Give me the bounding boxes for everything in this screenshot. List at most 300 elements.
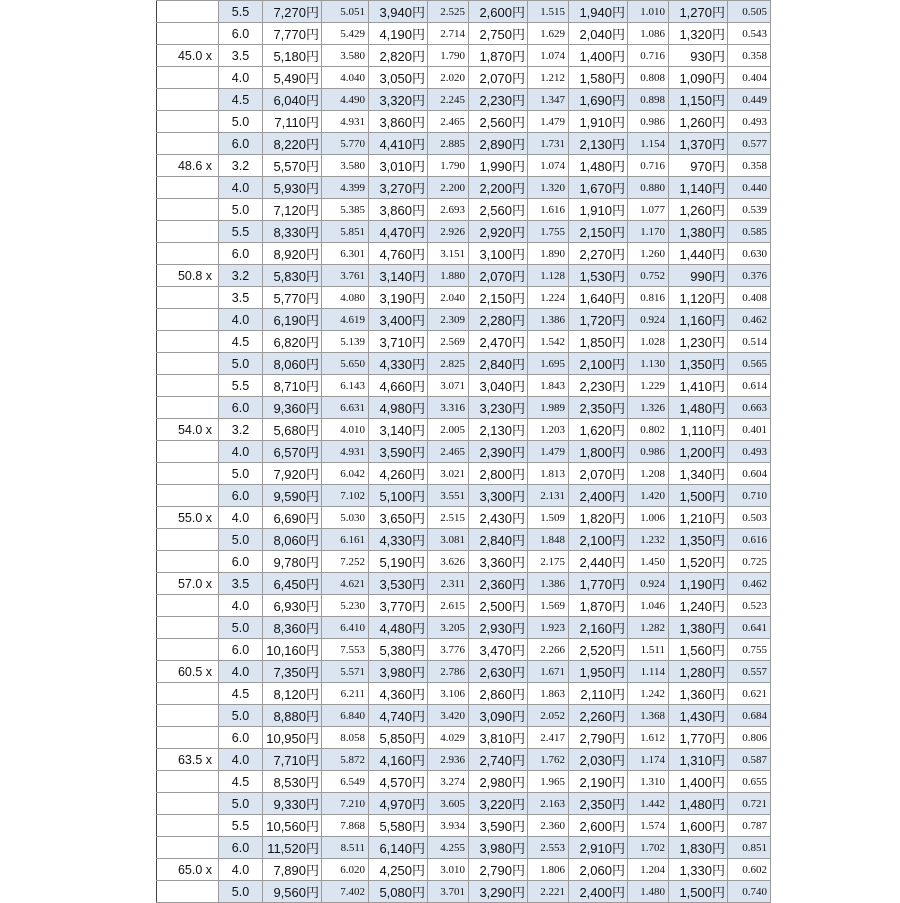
price-cell: 2,470円 (469, 331, 528, 353)
price-cell: 3,710円 (369, 331, 428, 353)
weight-cell: 3.021 (428, 463, 469, 485)
weight-cell: 0.924 (628, 573, 669, 595)
outer-diameter-cell (157, 375, 219, 397)
price-cell: 3,860円 (369, 199, 428, 221)
price-cell: 1,410円 (669, 375, 728, 397)
price-cell: 2,560円 (469, 199, 528, 221)
thickness-cell: 3.5 (219, 287, 263, 309)
outer-diameter-cell (157, 243, 219, 265)
outer-diameter-cell: 55.0 x (157, 507, 219, 529)
outer-diameter-cell (157, 683, 219, 705)
price-cell: 1,940円 (569, 1, 628, 23)
table-row (157, 243, 771, 265)
price-cell: 2,930円 (469, 617, 528, 639)
price-cell: 6,570円 (263, 441, 322, 463)
table-row (157, 859, 771, 881)
outer-diameter-cell (157, 221, 219, 243)
outer-diameter-cell (157, 111, 219, 133)
price-cell: 3,860円 (369, 111, 428, 133)
weight-cell: 7.553 (322, 639, 369, 661)
price-cell: 1,350円 (669, 353, 728, 375)
price-cell: 3,940円 (369, 1, 428, 23)
outer-diameter-cell: 65.0 x (157, 859, 219, 881)
table-row (157, 67, 771, 89)
price-cell: 4,470円 (369, 221, 428, 243)
outer-diameter-cell: 45.0 x (157, 45, 219, 67)
weight-cell: 2.786 (428, 661, 469, 683)
price-cell: 4,360円 (369, 683, 428, 705)
price-cell: 2,750円 (469, 23, 528, 45)
price-cell: 3,220円 (469, 793, 528, 815)
thickness-cell: 5.0 (219, 617, 263, 639)
weight-cell: 1.848 (528, 529, 569, 551)
weight-cell: 0.986 (628, 441, 669, 463)
weight-cell: 2.714 (428, 23, 469, 45)
weight-cell: 2.885 (428, 133, 469, 155)
weight-cell: 2.417 (528, 727, 569, 749)
price-cell: 4,190円 (369, 23, 428, 45)
price-cell: 6,690円 (263, 507, 322, 529)
price-cell: 1,240円 (669, 595, 728, 617)
weight-cell: 1.989 (528, 397, 569, 419)
price-cell: 2,070円 (469, 265, 528, 287)
weight-cell: 0.725 (728, 551, 771, 573)
table-row (157, 705, 771, 727)
price-cell: 2,840円 (469, 353, 528, 375)
weight-cell: 0.449 (728, 89, 771, 111)
weight-cell: 2.693 (428, 199, 469, 221)
table-row (157, 881, 771, 903)
weight-cell: 0.621 (728, 683, 771, 705)
weight-cell: 1.863 (528, 683, 569, 705)
weight-cell: 1.320 (528, 177, 569, 199)
thickness-cell: 5.5 (219, 1, 263, 23)
thickness-cell: 5.5 (219, 375, 263, 397)
price-cell: 2,440円 (569, 551, 628, 573)
price-cell: 1,670円 (569, 177, 628, 199)
outer-diameter-cell (157, 309, 219, 331)
price-cell: 2,070円 (569, 463, 628, 485)
weight-cell: 5.650 (322, 353, 369, 375)
price-cell: 1,430円 (669, 705, 728, 727)
weight-cell: 5.851 (322, 221, 369, 243)
thickness-cell: 6.0 (219, 639, 263, 661)
weight-cell: 0.604 (728, 463, 771, 485)
weight-cell: 1.046 (628, 595, 669, 617)
weight-cell: 0.816 (628, 287, 669, 309)
price-cell: 1,990円 (469, 155, 528, 177)
weight-cell: 0.716 (628, 155, 669, 177)
price-cell: 2,600円 (469, 1, 528, 23)
weight-cell: 5.030 (322, 507, 369, 529)
price-cell: 2,200円 (469, 177, 528, 199)
weight-cell: 3.071 (428, 375, 469, 397)
weight-cell: 5.429 (322, 23, 369, 45)
weight-cell: 2.163 (528, 793, 569, 815)
weight-cell: 1.813 (528, 463, 569, 485)
price-cell: 1,140円 (669, 177, 728, 199)
thickness-cell: 4.0 (219, 595, 263, 617)
weight-cell: 0.408 (728, 287, 771, 309)
price-cell: 2,790円 (469, 859, 528, 881)
weight-cell: 0.523 (728, 595, 771, 617)
thickness-cell: 6.0 (219, 837, 263, 859)
table-row (157, 287, 771, 309)
table-row (157, 837, 771, 859)
weight-cell: 0.493 (728, 111, 771, 133)
price-cell: 1,380円 (669, 221, 728, 243)
price-cell: 1,770円 (569, 573, 628, 595)
weight-cell: 0.376 (728, 265, 771, 287)
weight-cell: 0.539 (728, 199, 771, 221)
weight-cell: 1.310 (628, 771, 669, 793)
table-row (157, 309, 771, 331)
outer-diameter-cell (157, 705, 219, 727)
price-cell: 1,480円 (669, 793, 728, 815)
price-cell: 1,280円 (669, 661, 728, 683)
weight-cell: 1.203 (528, 419, 569, 441)
thickness-cell: 5.5 (219, 815, 263, 837)
outer-diameter-cell (157, 837, 219, 859)
price-cell: 2,070円 (469, 67, 528, 89)
weight-cell: 3.151 (428, 243, 469, 265)
price-cell: 5,850円 (369, 727, 428, 749)
weight-cell: 5.770 (322, 133, 369, 155)
price-cell: 1,910円 (569, 111, 628, 133)
price-cell: 1,200円 (669, 441, 728, 463)
price-cell: 2,110円 (569, 683, 628, 705)
weight-cell: 3.605 (428, 793, 469, 815)
price-cell: 5,100円 (369, 485, 428, 507)
table-row (157, 265, 771, 287)
weight-cell: 1.965 (528, 771, 569, 793)
weight-cell: 6.161 (322, 529, 369, 551)
price-cell: 6,820円 (263, 331, 322, 353)
outer-diameter-cell (157, 815, 219, 837)
weight-cell: 0.462 (728, 309, 771, 331)
table-row (157, 793, 771, 815)
price-cell: 8,710円 (263, 375, 322, 397)
price-cell: 2,920円 (469, 221, 528, 243)
price-cell: 5,580円 (369, 815, 428, 837)
outer-diameter-cell: 50.8 x (157, 265, 219, 287)
price-cell: 7,120円 (263, 199, 322, 221)
price-cell: 1,870円 (569, 595, 628, 617)
weight-cell: 0.806 (728, 727, 771, 749)
weight-cell: 3.580 (322, 45, 369, 67)
price-cell: 10,160円 (263, 639, 322, 661)
weight-cell: 7.868 (322, 815, 369, 837)
weight-cell: 1.077 (628, 199, 669, 221)
table-row (157, 727, 771, 749)
outer-diameter-cell (157, 199, 219, 221)
weight-cell: 0.663 (728, 397, 771, 419)
weight-cell: 0.565 (728, 353, 771, 375)
weight-cell: 2.221 (528, 881, 569, 903)
weight-cell: 0.641 (728, 617, 771, 639)
weight-cell: 2.465 (428, 441, 469, 463)
price-cell: 3,040円 (469, 375, 528, 397)
price-cell: 6,450円 (263, 573, 322, 595)
weight-cell: 4.621 (322, 573, 369, 595)
weight-cell: 4.490 (322, 89, 369, 111)
weight-cell: 0.585 (728, 221, 771, 243)
weight-cell: 1.806 (528, 859, 569, 881)
weight-cell: 0.802 (628, 419, 669, 441)
price-cell: 7,770円 (263, 23, 322, 45)
price-cell: 6,190円 (263, 309, 322, 331)
weight-cell: 0.721 (728, 793, 771, 815)
weight-cell: 2.020 (428, 67, 469, 89)
price-cell: 2,230円 (469, 89, 528, 111)
weight-cell: 1.509 (528, 507, 569, 529)
table-row (157, 639, 771, 661)
price-cell: 4,570円 (369, 771, 428, 793)
price-cell: 7,890円 (263, 859, 322, 881)
weight-cell: 0.740 (728, 881, 771, 903)
price-cell: 1,500円 (669, 485, 728, 507)
weight-cell: 4.080 (322, 287, 369, 309)
price-cell: 8,220円 (263, 133, 322, 155)
price-cell: 2,390円 (469, 441, 528, 463)
price-cell: 6,140円 (369, 837, 428, 859)
weight-cell: 2.515 (428, 507, 469, 529)
price-cell: 8,120円 (263, 683, 322, 705)
price-cell: 2,360円 (469, 573, 528, 595)
thickness-cell: 4.0 (219, 309, 263, 331)
outer-diameter-cell (157, 331, 219, 353)
price-cell: 1,370円 (669, 133, 728, 155)
price-cell: 6,040円 (263, 89, 322, 111)
table-row (157, 749, 771, 771)
weight-cell: 6.840 (322, 705, 369, 727)
table-row (157, 133, 771, 155)
weight-cell: 1.386 (528, 309, 569, 331)
weight-cell: 5.139 (322, 331, 369, 353)
table-row (157, 23, 771, 45)
price-cell: 1,520円 (669, 551, 728, 573)
weight-cell: 0.358 (728, 45, 771, 67)
weight-cell: 2.615 (428, 595, 469, 617)
thickness-cell: 4.5 (219, 89, 263, 111)
weight-cell: 5.385 (322, 199, 369, 221)
weight-cell: 1.282 (628, 617, 669, 639)
price-cell: 2,740円 (469, 749, 528, 771)
price-cell: 2,600円 (569, 815, 628, 837)
weight-cell: 8.511 (322, 837, 369, 859)
weight-cell: 1.515 (528, 1, 569, 23)
weight-cell: 1.702 (628, 837, 669, 859)
weight-cell: 0.898 (628, 89, 669, 111)
weight-cell: 1.170 (628, 221, 669, 243)
weight-cell: 1.790 (428, 155, 469, 177)
table-row (157, 661, 771, 683)
price-cell: 4,330円 (369, 529, 428, 551)
price-cell: 1,830円 (669, 837, 728, 859)
outer-diameter-cell (157, 287, 219, 309)
weight-cell: 3.776 (428, 639, 469, 661)
weight-cell: 0.880 (628, 177, 669, 199)
price-cell: 8,880円 (263, 705, 322, 727)
weight-cell: 3.010 (428, 859, 469, 881)
price-cell: 1,110円 (669, 419, 728, 441)
thickness-cell: 6.0 (219, 23, 263, 45)
weight-cell: 1.755 (528, 221, 569, 243)
price-cell: 3,470円 (469, 639, 528, 661)
price-cell: 2,430円 (469, 507, 528, 529)
price-cell: 3,590円 (469, 815, 528, 837)
weight-cell: 1.010 (628, 1, 669, 23)
outer-diameter-cell (157, 595, 219, 617)
weight-cell: 0.684 (728, 705, 771, 727)
price-cell: 9,780円 (263, 551, 322, 573)
table-row (157, 155, 771, 177)
price-cell: 8,330円 (263, 221, 322, 243)
weight-cell: 3.316 (428, 397, 469, 419)
price-cell: 9,360円 (263, 397, 322, 419)
outer-diameter-cell (157, 133, 219, 155)
weight-cell: 1.208 (628, 463, 669, 485)
table-row (157, 507, 771, 529)
weight-cell: 5.872 (322, 749, 369, 771)
price-cell: 2,350円 (569, 793, 628, 815)
outer-diameter-cell (157, 463, 219, 485)
price-cell: 7,270円 (263, 1, 322, 23)
weight-cell: 0.614 (728, 375, 771, 397)
price-cell: 3,530円 (369, 573, 428, 595)
weight-cell: 2.266 (528, 639, 569, 661)
weight-cell: 6.042 (322, 463, 369, 485)
weight-cell: 3.701 (428, 881, 469, 903)
thickness-cell: 5.5 (219, 221, 263, 243)
price-cell: 2,980円 (469, 771, 528, 793)
price-cell: 2,400円 (569, 485, 628, 507)
weight-cell: 1.695 (528, 353, 569, 375)
weight-cell: 4.931 (322, 111, 369, 133)
table-row (157, 529, 771, 551)
weight-cell: 0.493 (728, 441, 771, 463)
outer-diameter-cell (157, 529, 219, 551)
price-cell: 2,150円 (469, 287, 528, 309)
price-cell: 4,740円 (369, 705, 428, 727)
weight-cell: 7.210 (322, 793, 369, 815)
table-row (157, 375, 771, 397)
thickness-cell: 4.5 (219, 771, 263, 793)
price-cell: 8,920円 (263, 243, 322, 265)
weight-cell: 0.851 (728, 837, 771, 859)
weight-cell: 1.574 (628, 815, 669, 837)
price-cell: 2,270円 (569, 243, 628, 265)
price-cell: 1,360円 (669, 683, 728, 705)
price-cell: 2,280円 (469, 309, 528, 331)
price-cell: 2,100円 (569, 353, 628, 375)
weight-cell: 0.587 (728, 749, 771, 771)
outer-diameter-cell: 63.5 x (157, 749, 219, 771)
price-cell: 3,360円 (469, 551, 528, 573)
thickness-cell: 5.0 (219, 529, 263, 551)
thickness-cell: 5.0 (219, 793, 263, 815)
price-cell: 4,660円 (369, 375, 428, 397)
outer-diameter-cell (157, 727, 219, 749)
weight-cell: 1.420 (628, 485, 669, 507)
weight-cell: 5.051 (322, 1, 369, 23)
thickness-cell: 4.5 (219, 683, 263, 705)
price-cell: 2,910円 (569, 837, 628, 859)
weight-cell: 0.787 (728, 815, 771, 837)
price-cell: 3,290円 (469, 881, 528, 903)
price-cell: 3,590円 (369, 441, 428, 463)
price-cell: 2,100円 (569, 529, 628, 551)
price-cell: 2,060円 (569, 859, 628, 881)
price-cell: 1,770円 (669, 727, 728, 749)
weight-cell: 3.761 (322, 265, 369, 287)
weight-cell: 0.404 (728, 67, 771, 89)
price-cell: 1,580円 (569, 67, 628, 89)
weight-cell: 0.924 (628, 309, 669, 331)
thickness-cell: 5.0 (219, 199, 263, 221)
price-cell: 2,560円 (469, 111, 528, 133)
thickness-cell: 3.2 (219, 419, 263, 441)
outer-diameter-cell (157, 67, 219, 89)
table-row (157, 397, 771, 419)
price-cell: 2,130円 (469, 419, 528, 441)
price-cell: 1,320円 (669, 23, 728, 45)
thickness-cell: 3.2 (219, 265, 263, 287)
price-cell: 2,790円 (569, 727, 628, 749)
price-cell: 4,970円 (369, 793, 428, 815)
table-row (157, 463, 771, 485)
weight-cell: 1.880 (428, 265, 469, 287)
thickness-cell: 4.0 (219, 177, 263, 199)
weight-cell: 7.402 (322, 881, 369, 903)
weight-cell: 3.420 (428, 705, 469, 727)
table-row (157, 815, 771, 837)
price-cell: 3,140円 (369, 419, 428, 441)
price-cell: 930円 (669, 45, 728, 67)
weight-cell: 0.716 (628, 45, 669, 67)
weight-cell: 0.543 (728, 23, 771, 45)
weight-cell: 1.154 (628, 133, 669, 155)
weight-cell: 0.986 (628, 111, 669, 133)
price-cell: 10,560円 (263, 815, 322, 837)
price-cell: 1,720円 (569, 309, 628, 331)
price-cell: 3,090円 (469, 705, 528, 727)
weight-cell: 1.843 (528, 375, 569, 397)
weight-cell: 8.058 (322, 727, 369, 749)
price-cell: 7,350円 (263, 661, 322, 683)
weight-cell: 1.612 (628, 727, 669, 749)
price-cell: 2,150円 (569, 221, 628, 243)
weight-cell: 1.386 (528, 573, 569, 595)
table-row (157, 551, 771, 573)
price-cell: 1,620円 (569, 419, 628, 441)
thickness-cell: 5.0 (219, 111, 263, 133)
weight-cell: 0.577 (728, 133, 771, 155)
weight-cell: 0.602 (728, 859, 771, 881)
weight-cell: 1.542 (528, 331, 569, 353)
price-cell: 9,560円 (263, 881, 322, 903)
price-cell: 2,260円 (569, 705, 628, 727)
weight-cell: 1.923 (528, 617, 569, 639)
weight-cell: 1.086 (628, 23, 669, 45)
price-cell: 3,270円 (369, 177, 428, 199)
table-row (157, 419, 771, 441)
weight-cell: 2.525 (428, 1, 469, 23)
weight-cell: 0.710 (728, 485, 771, 507)
table-row (157, 177, 771, 199)
price-cell: 4,480円 (369, 617, 428, 639)
price-cell: 2,630円 (469, 661, 528, 683)
